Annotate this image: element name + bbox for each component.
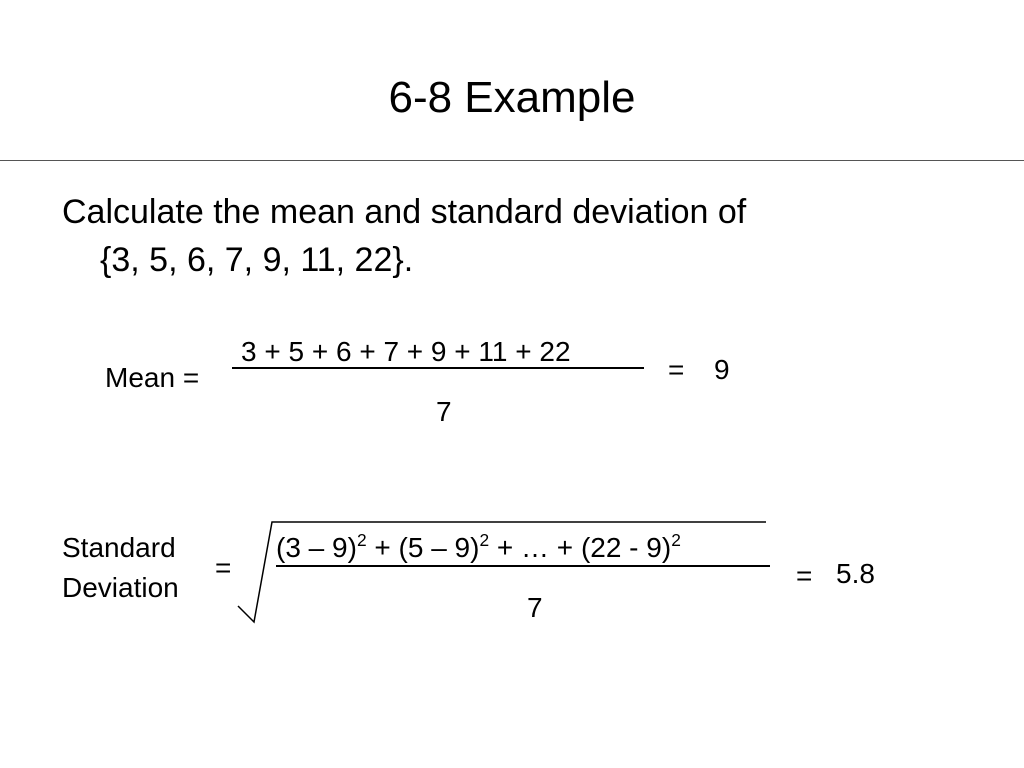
prompt-line-2: {3, 5, 6, 7, 9, 11, 22}.: [100, 241, 414, 279]
mean-label: Mean =: [105, 362, 200, 393]
middle-ellipsis: + … +: [489, 532, 581, 563]
std-dev-fraction-bar: [276, 565, 770, 567]
std-dev-equals-right: =: [796, 560, 813, 591]
mean-result: 9: [714, 354, 730, 385]
mean-fraction-bar: [232, 367, 644, 369]
term-1-base: (3 – 9): [276, 532, 357, 563]
term-1-exponent: 2: [356, 530, 367, 551]
title-divider: [0, 160, 1024, 161]
mean-denominator: 7: [436, 396, 452, 427]
plus-sign-1: +: [366, 532, 399, 563]
term-3-exponent: 2: [671, 530, 681, 551]
std-dev-numerator: [276, 532, 681, 567]
mean-numerator: 3 + 5 + 6 + 7 + 9 + 11 + 22: [241, 336, 571, 367]
term-3-base: (22 - 9): [580, 532, 672, 563]
std-dev-denominator: 7: [527, 592, 543, 623]
std-dev-label-line-1: Standard: [62, 532, 176, 563]
slide-title: 6-8 Example: [388, 73, 636, 122]
prompt-line-1: Calculate the mean and standard deviation of: [62, 193, 747, 231]
term-2-base: (5 – 9): [398, 532, 480, 563]
term-2-exponent: 2: [479, 530, 490, 551]
mean-equals: =: [668, 354, 685, 385]
std-dev-equals-left: =: [215, 552, 232, 583]
std-dev-result: 5.8: [836, 558, 875, 589]
std-dev-label-line-2: Deviation: [62, 572, 179, 603]
